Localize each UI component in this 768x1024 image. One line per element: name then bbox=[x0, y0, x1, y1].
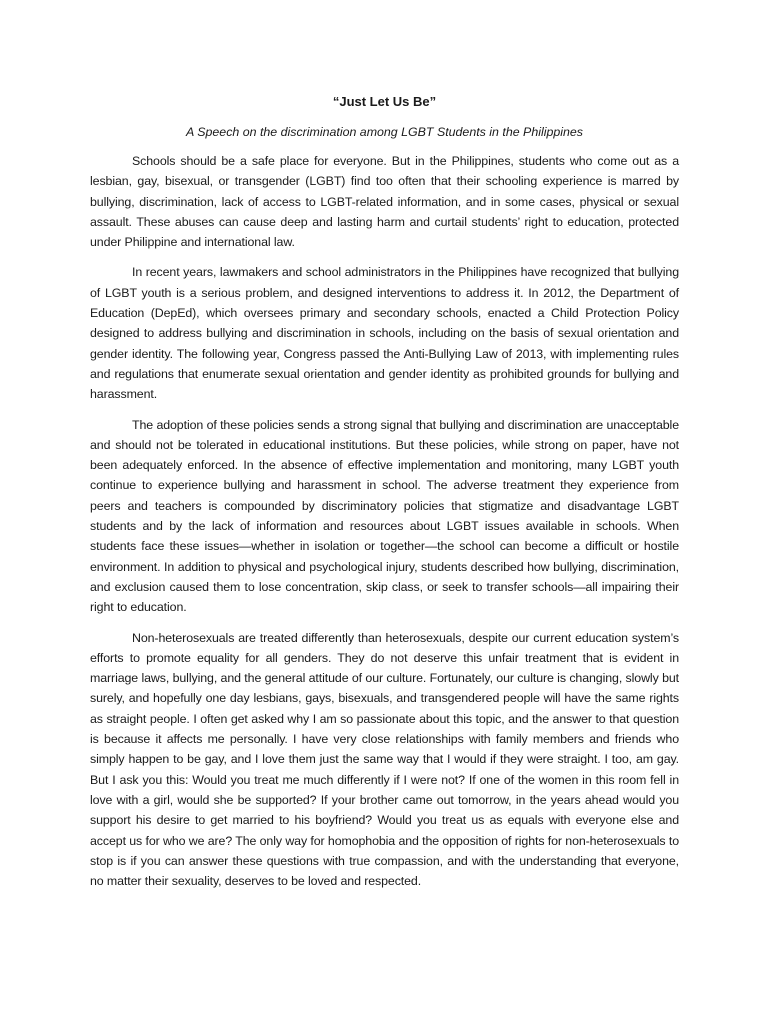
speech-subtitle: A Speech on the discrimination among LGBT Students in the Philippines bbox=[186, 125, 583, 139]
paragraph-2: In recent years, lawmakers and school administrators in the Philippines have recognized that bullying of LGBT youth is a serious problem, and designed interventions to address it. In 2012, the Department of Education (DepEd), which oversees primary and secondary schools, enacted a Child Protection Policy designed to address bullying and discrimination in schools, including on the basis of sexual orientation and gender identity. The following year, Congress passed the Anti-Bullying Law of 2013, with implementing rules and regulations that enumerate sexual orientation and gender identity as prohibited grounds for bullying and harassment. bbox=[90, 265, 679, 402]
speech-title: “Just Let Us Be” bbox=[332, 94, 437, 109]
paragraph-3: The adoption of these policies sends a strong signal that bullying and discrimination are unacceptable and should not be tolerated in educational institutions. But these policies, while strong on paper, have not been adequately enforced. In the absence of effective implementation and monitoring, many LGBT youth continue to experience bullying and harassment in school. The adverse treatment they experience from peers and teachers is compounded by discriminatory policies that stigmatize and disadvantage LGBT students and by the lack of information and resources about LGBT issues available in schools. When students face these issues—whether in isolation or together—the school can become a difficult or hostile environment. In addition to physical and psychological injury, students described how bullying, discrimination, and exclusion caused them to lose concentration, skip class, or seek to transfer schools—all impairing their right to education. bbox=[90, 417, 679, 615]
paragraph-1: Schools should be a safe place for everyone. But in the Philippines, students who come out as a lesbian, gay, bisexual, or transgender (LGBT) find too often that their schooling experience is marred by bullying, discrimination, lack of access to LGBT-related information, and in some cases, physical or sexual assault. These abuses can cause deep and lasting harm and curtail students’ right to education, protected under Philippine and international law. bbox=[90, 154, 679, 250]
document-body bbox=[90, 93, 679, 901]
paragraph-4: Non-heterosexuals are treated differently than heterosexuals, despite our current education system’s efforts to promote equality for all genders. They do not deserve this unfair treatment that is evident in marriage laws, bullying, and the general attitude of our culture. Fortunately, our culture is changing, slowly but surely, and hopefully one day lesbians, gays, bisexuals, and transgendered people will have the same rights as straight people. I often get asked why I am so passionate about this topic, and the answer to that question is because it affects me personally. I have very close relationships with family members and friends who simply happen to be gay, and I love them just the same way that I would if they were straight. I too, am gay. But I ask you this: Would you treat me much differently if I were not? If one of the women in this room fell in love with a girl, would she be supported? If your brother came out tomorrow, in the years ahead would you support his desire to get married to his boyfriend? Would you treat us as equals with everyone else and accept us for who we are? The only way for homophobia and the opposition of rights for non-heterosexuals to stop is if you can answer these questions with true compassion, and with the understanding that everyone, no matter their sexuality, deserves to be loved and respected. bbox=[90, 630, 680, 889]
